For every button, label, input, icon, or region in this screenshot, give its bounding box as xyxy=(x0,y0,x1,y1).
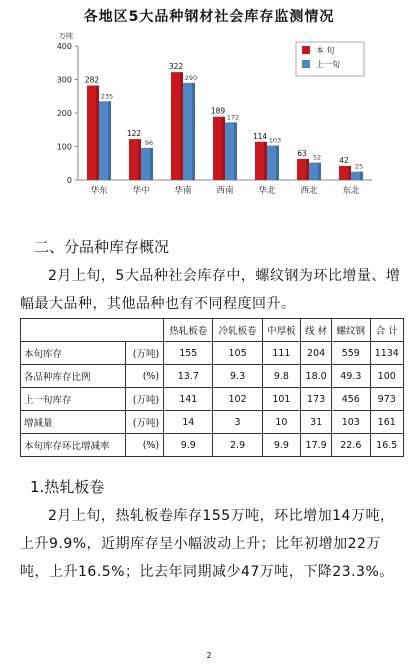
data-label: 103 xyxy=(268,136,282,145)
row-unit: (%) xyxy=(125,434,163,457)
data-label: 114 xyxy=(252,131,268,141)
bar-shade xyxy=(108,101,111,180)
intro-paragraph: 2月上旬，5大品种社会库存中，螺纹钢为环比增量、增幅最大品种，其他品种也有不同程度回升。 xyxy=(20,268,401,312)
row-unit: (%) xyxy=(125,365,163,388)
x-tick-label: 华东 xyxy=(90,186,108,196)
bar-shade xyxy=(318,163,321,180)
page-number: 2 xyxy=(206,651,212,660)
row-label: 本旬库存环比增减率 xyxy=(21,434,126,457)
table-cell: 103 xyxy=(332,411,370,434)
bar-shade xyxy=(150,148,153,180)
table-cell: 141 xyxy=(164,388,213,411)
header-rebar: 螺纹钢 xyxy=(332,319,370,342)
data-label: 282 xyxy=(84,75,100,85)
table-cell: 17.9 xyxy=(301,434,332,457)
table-cell: 204 xyxy=(301,342,332,365)
table-cell: 102 xyxy=(213,388,262,411)
data-label: 52 xyxy=(312,153,322,162)
table-row xyxy=(21,342,404,365)
bar-shade xyxy=(96,86,99,180)
table-cell: 101 xyxy=(262,388,300,411)
header-cold-rolled: 冷轧板卷 xyxy=(213,319,262,342)
data-label: 322 xyxy=(168,62,184,72)
bar-shade xyxy=(192,83,195,180)
table-cell: 9.9 xyxy=(262,434,300,457)
x-tick-label: 西南 xyxy=(216,186,234,196)
row-unit: (万吨) xyxy=(125,411,163,434)
table-row xyxy=(21,434,404,457)
bar-shade xyxy=(138,139,141,180)
table-row xyxy=(21,411,404,434)
bar-shade xyxy=(348,166,351,180)
y-tick-label: 0 xyxy=(66,176,72,185)
bar-shade xyxy=(264,142,267,180)
row-unit: (万吨) xyxy=(125,388,163,411)
table-cell: 559 xyxy=(332,342,370,365)
table-cell: 9.9 xyxy=(164,434,213,457)
stock-bar-chart xyxy=(0,0,418,228)
x-tick-label: 西北 xyxy=(300,186,318,196)
table-cell: 14 xyxy=(164,411,213,434)
y-axis-label: 万吨 xyxy=(59,32,73,40)
header-medium-plate: 中厚板 xyxy=(262,319,300,342)
table-cell: 155 xyxy=(164,342,213,365)
data-label: 235 xyxy=(100,92,114,101)
table-cell: 2.9 xyxy=(213,434,262,457)
header-hot-rolled: 热轧板卷 xyxy=(164,319,213,342)
data-label: 172 xyxy=(226,113,240,122)
row-label: 上一旬库存 xyxy=(21,388,126,411)
data-label: 189 xyxy=(210,106,226,116)
table-cell: 10 xyxy=(262,411,300,434)
variety-stock-table xyxy=(20,318,404,457)
data-label: 96 xyxy=(144,138,154,147)
x-tick-label: 华中 xyxy=(132,186,150,196)
y-tick-label: 200 xyxy=(56,109,72,118)
table-cell: 9.8 xyxy=(262,365,300,388)
table-cell: 456 xyxy=(332,388,370,411)
table-cell: 111 xyxy=(262,342,300,365)
data-label: 122 xyxy=(126,129,142,139)
legend-swatch xyxy=(302,60,310,68)
bar-shade xyxy=(222,117,225,180)
data-label: 42 xyxy=(339,155,349,165)
bar-shade xyxy=(180,72,183,180)
table-cell: 105 xyxy=(213,342,262,365)
header-wire-rod: 线 材 xyxy=(301,319,332,342)
y-tick-label: 100 xyxy=(56,142,72,152)
x-tick-label: 华南 xyxy=(174,186,192,196)
table-cell: 22.6 xyxy=(332,434,370,457)
table-header-row xyxy=(21,319,404,342)
data-label: 25 xyxy=(354,162,364,171)
table-row xyxy=(21,388,404,411)
bar-shade xyxy=(306,159,309,180)
legend-swatch xyxy=(302,46,310,54)
data-label: 63 xyxy=(297,148,307,158)
bar-shade xyxy=(360,172,363,180)
bar-shade xyxy=(276,145,279,180)
table-row xyxy=(21,365,404,388)
x-tick-label: 东北 xyxy=(342,186,360,196)
y-tick-label: 400 xyxy=(56,42,72,51)
legend-label: 上一旬 xyxy=(316,60,340,69)
table-cell: 49.3 xyxy=(332,365,370,388)
table-cell: 31 xyxy=(301,411,332,434)
row-unit: (万吨) xyxy=(125,342,163,365)
subsection-heading: 1.热轧板卷 xyxy=(30,478,105,496)
row-label: 各品种库存比例 xyxy=(21,365,126,388)
table-cell: 100 xyxy=(370,365,404,388)
table-cell: 1134 xyxy=(370,342,404,365)
legend-label: 本 旬 xyxy=(316,46,335,55)
header-total: 合 计 xyxy=(370,319,404,342)
y-tick-label: 300 xyxy=(56,75,72,85)
row-label: 本旬库存 xyxy=(21,342,126,365)
hot-rolled-paragraph: 2月上旬，热轧板卷库存155万吨，环比增加14万吨，上升9.9%，近期库存呈小幅波动上升；比年初增加22万吨，上升16.5%；比去年同期减少47万吨，下降23.3%。 xyxy=(20,508,395,580)
table-cell: 973 xyxy=(370,388,404,411)
bar-shade xyxy=(234,122,237,180)
table-cell: 18.0 xyxy=(301,365,332,388)
table-cell: 161 xyxy=(370,411,404,434)
x-tick-label: 华北 xyxy=(258,186,276,196)
table-cell: 3 xyxy=(213,411,262,434)
table-cell: 9.3 xyxy=(213,365,262,388)
table-cell: 16.5 xyxy=(370,434,404,457)
table-header-blank xyxy=(21,319,164,342)
data-label: 290 xyxy=(184,73,198,82)
table-cell: 173 xyxy=(301,388,332,411)
chart-title: 各地区5大品种钢材社会库存监测情况 xyxy=(83,9,335,25)
section-heading: 二、分品种库存概况 xyxy=(34,238,170,256)
row-label: 增减量 xyxy=(21,411,126,434)
table-cell: 13.7 xyxy=(164,365,213,388)
